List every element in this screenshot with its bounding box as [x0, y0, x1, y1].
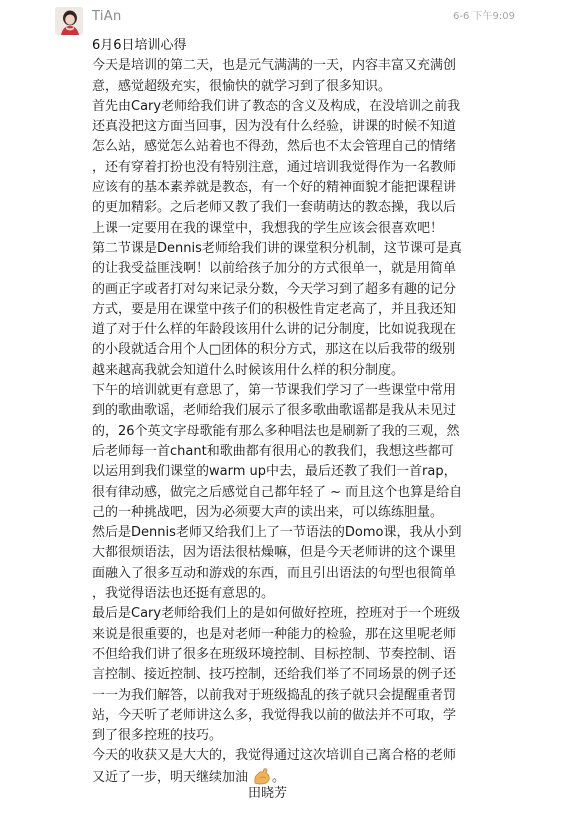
post-timestamp: 6-6 下午9:09 [453, 11, 515, 22]
text-line: 以运用到我们课堂的warm up中去，最后还教了我们一首rap， [92, 464, 457, 480]
text-line: 然后是Dennis老师又给我们上了一节语法的Domo课，我从小到 [92, 525, 462, 541]
text-line: 到了很多控班的技巧。 [92, 728, 223, 744]
text-line: 今天的收获又是大大的，我觉得通过这次培训自己离合格的老师 [92, 748, 457, 764]
avatar-image [55, 7, 83, 35]
text-line: 不但给我们讲了很多在班级环境控制、目标控制、节奏控制、语 [92, 646, 457, 662]
text-line: 上课一定要用在我的课堂中，我想我的学生应该会很喜欢吧！ [92, 220, 444, 236]
text-line: 道了对于什么样的年龄段该用什么讲的记分制度，比如说我现在 [92, 322, 457, 338]
text-line: 最后是Cary老师给我们上的是如何做好控班，控班对于一个班级 [92, 606, 461, 622]
text-line: 很有律动感，做完之后感觉自己都年轻了 ~ 而且这个也算是给自 [92, 484, 463, 500]
text-line: 应该有的基本素养就是教态，有一个好的精神面貌才能把课程讲 [92, 180, 457, 196]
text-line: 首先由Cary老师给我们讲了教态的含义及构成，在没培训之前我 [92, 98, 461, 114]
text-line: 的更加精彩。之后老师又教了我们一套萌萌达的教态操，我以后 [92, 200, 457, 216]
post-title: 6月6日培训心得 [92, 38, 187, 53]
text-line: 今天是培训的第二天，也是元气满满的一天，内容丰富又充满创 [92, 58, 457, 74]
flexed-biceps-icon [252, 767, 272, 785]
text-line: 一一为我们解答，以前我对于班级捣乱的孩子就只会提醒重者罚 [92, 687, 457, 703]
text-line: 己的一种挑战吧，因为必须要大声的读出来，可以练练胆量。 [92, 504, 444, 520]
avatar[interactable] [55, 7, 83, 35]
text-line: 的，26个英文字母歌能有那么多种唱法也是刷新了我的三观，然 [92, 423, 460, 439]
text-line: 大都很烦语法，因为语法很枯燥嘛，但是今天老师讲的这个课里 [92, 545, 457, 561]
text-line: 还真没把这方面当回事，因为没有什么经验，讲课的时候不知道 [92, 119, 457, 135]
text-line: 第二节课是Dennis老师给我们讲的课堂积分机制，这节课可是真 [92, 240, 462, 256]
text-line: 的画正字或者打对勾来记录分数，今天学习到了超多有趣的记分 [92, 281, 457, 297]
text-line: 方式，要是用在课堂中孩子们的积极性肯定老高了，并且我还知 [92, 301, 457, 317]
username[interactable]: TiAn [92, 9, 122, 24]
text-line: 后老师每一首chant和歌曲都有很用心的教我们，我想这些都可 [92, 443, 454, 459]
text-line: 到的歌曲歌谣，老师给我们展示了很多歌曲歌谣都是我从未见过 [92, 403, 457, 419]
text-line: ，我觉得语法也还挺有意思的。 [92, 586, 275, 602]
post-content [92, 36, 500, 787]
text-line: 的让我受益匪浅啊！以前给孩子加分的方式很单一，就是用简单 [92, 261, 457, 277]
text-line: 下午的培训就更有意思了，第一节课我们学习了一些课堂中常用 [92, 383, 457, 399]
text-line: 意，感觉超级充实，很愉快的就学习到了很多知识。 [92, 78, 392, 94]
text-line: 来说是很重要的，也是对老师一种能力的检验，那在这里呢老师 [92, 626, 457, 642]
text-line: 的小段就适合用个人□团体的积分方式，那这在以后我带的级别 [92, 342, 456, 358]
text-line: 面融入了很多互动和游戏的东西，而且引出语法的句型也很简单 [92, 565, 457, 581]
text-line: 怎么站，感觉怎么站着也不得劲，然后也不太会管理自己的情绪 [92, 139, 457, 155]
author-signature: 田晓芳 [248, 786, 288, 801]
text-segment: 又近了一步，明天继续加油 [92, 769, 249, 785]
text-line-with-emoji [92, 767, 500, 787]
text-line: ，还有穿着打扮也没有特别注意，通过培训我觉得作为一名教师 [92, 159, 457, 175]
text-line: 言控制、接近控制、技巧控制，还给我们举了不同场景的例子还 [92, 667, 457, 683]
text-line: 站，今天听了老师讲这么多，我觉得我以前的做法并不可取，学 [92, 707, 457, 723]
text-line: 越来越高我就会知道什么时候该用什么样的积分制度。 [92, 362, 405, 378]
text-segment: 。 [272, 769, 286, 785]
